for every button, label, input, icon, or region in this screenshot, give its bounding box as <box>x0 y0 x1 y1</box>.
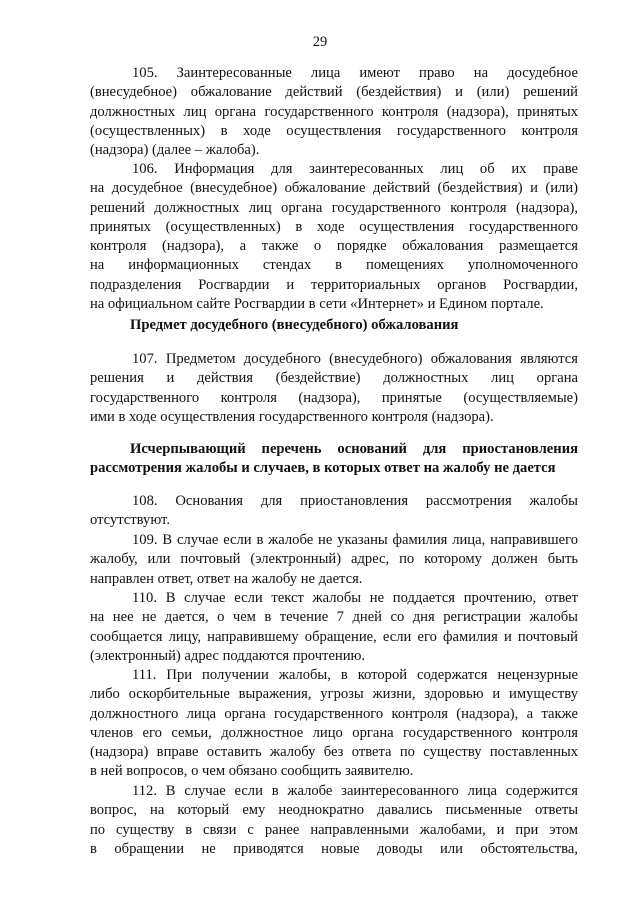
text-line: подразделения Росгвардии и территориальных органов Росгвардии, <box>90 276 578 293</box>
text-line: 111. При получении жалобы, в которой содержатся нецензурные <box>132 667 578 683</box>
text-line: государственного контроля (надзора), принятые (осуществляемые) <box>90 389 578 406</box>
text-line: по существу в связи с ранее направленными жалобами, и при этом <box>90 821 578 838</box>
text-line: на досудебное (внесудебное) обжалование действий (бездействия) и (или) <box>90 180 578 197</box>
text-line: 109. В случае если в жалобе не указаны фамилия лица, направившего <box>132 532 578 548</box>
text-line: ими в ходе осуществления государственного контроля (надзора). <box>90 408 494 425</box>
paragraph-107 <box>90 350 578 427</box>
text-line: отсутствуют. <box>90 512 170 529</box>
text-line: решения и действия (бездействие) должностных лиц органа <box>90 370 578 387</box>
section-heading-grounds <box>90 440 578 479</box>
text-line: (осуществленных) в ходе осуществления государственного контроля <box>90 122 578 139</box>
text-line: в обращении не приводятся новые доводы или обстоятельства, <box>90 840 578 857</box>
text-line: на официальном сайте Росгвардии в сети «Интернет» и Едином портале. <box>90 296 544 313</box>
paragraph-105 <box>90 64 578 160</box>
text-line: принятых (осуществленных) в ходе осуществления государственного <box>90 218 578 235</box>
text-line: должностного лица органа государственного контроля (надзора), а также <box>90 705 578 722</box>
text-line: 112. В случае если в жалобе заинтересованного лица содержится <box>132 783 578 799</box>
text-line: либо оскорбительные выражения, угрозы жизни, здоровью и имуществу <box>90 686 578 703</box>
text-line: (надзора) (далее – жалоба). <box>90 142 260 159</box>
text-line: (внесудебное) обжалование действий (бездействия) и (или) решений <box>90 84 578 101</box>
text-line: на нее не дается, о чем в течение 7 дней со дня регистрации жалобы <box>90 609 578 626</box>
text-line: направлен ответ, ответ на жалобу не дается. <box>90 570 363 587</box>
paragraph-106 <box>90 160 578 314</box>
text-line: 110. В случае если текст жалобы не поддается прочтению, ответ <box>132 590 578 606</box>
text-line: (надзора) вправе оставить жалобу без ответа по существу поставленных <box>90 744 578 761</box>
heading-line: Предмет досудебного (внесудебного) обжалования <box>130 317 459 333</box>
text-line: должностных лиц органа государственного контроля (надзора), принятых <box>90 103 578 120</box>
section-heading-subject <box>90 316 578 335</box>
heading-line: рассмотрения жалобы и случаев, в которых ответ на жалобу не дается <box>90 460 556 477</box>
text-line: контроля (надзора), а также о порядке обжалования размещается <box>90 238 578 255</box>
text-line: жалобу, или почтовый (электронный) адрес, по которому должен быть <box>90 551 578 568</box>
text-line: решений должностных лиц органа государственного контроля (надзора), <box>90 199 578 216</box>
text-line: членов его семьи, должностное лицо органа государственного контроля <box>90 724 578 741</box>
paragraph-110 <box>90 589 578 666</box>
heading-line: Исчерпывающий перечень оснований для приостановления <box>130 441 578 457</box>
paragraph-111 <box>90 666 578 782</box>
text-line: на информационных стендах в помещениях уполномоченного <box>90 257 578 274</box>
paragraph-112 <box>90 782 578 859</box>
paragraph-108 <box>90 492 578 531</box>
text-line: 105. Заинтересованные лица имеют право на досудебное <box>132 65 578 81</box>
text-line: в ней вопросов, о чем обязано сообщить заявителю. <box>90 763 414 780</box>
paragraph-109 <box>90 531 578 589</box>
text-line: 107. Предметом досудебного (внесудебного) обжалования являются <box>132 351 578 367</box>
text-line: (электронный) адрес поддаются прочтению. <box>90 647 366 664</box>
text-line: вопрос, на который ему неоднократно давались письменные ответы <box>90 802 578 819</box>
text-line: 106. Информация для заинтересованных лиц об их праве <box>132 161 578 177</box>
text-line: сообщается лицу, направившему обращение, если его фамилия и почтовый <box>90 628 578 645</box>
page-number: 29 <box>312 34 328 50</box>
text-line: 108. Основания для приостановления рассмотрения жалобы <box>132 493 578 509</box>
